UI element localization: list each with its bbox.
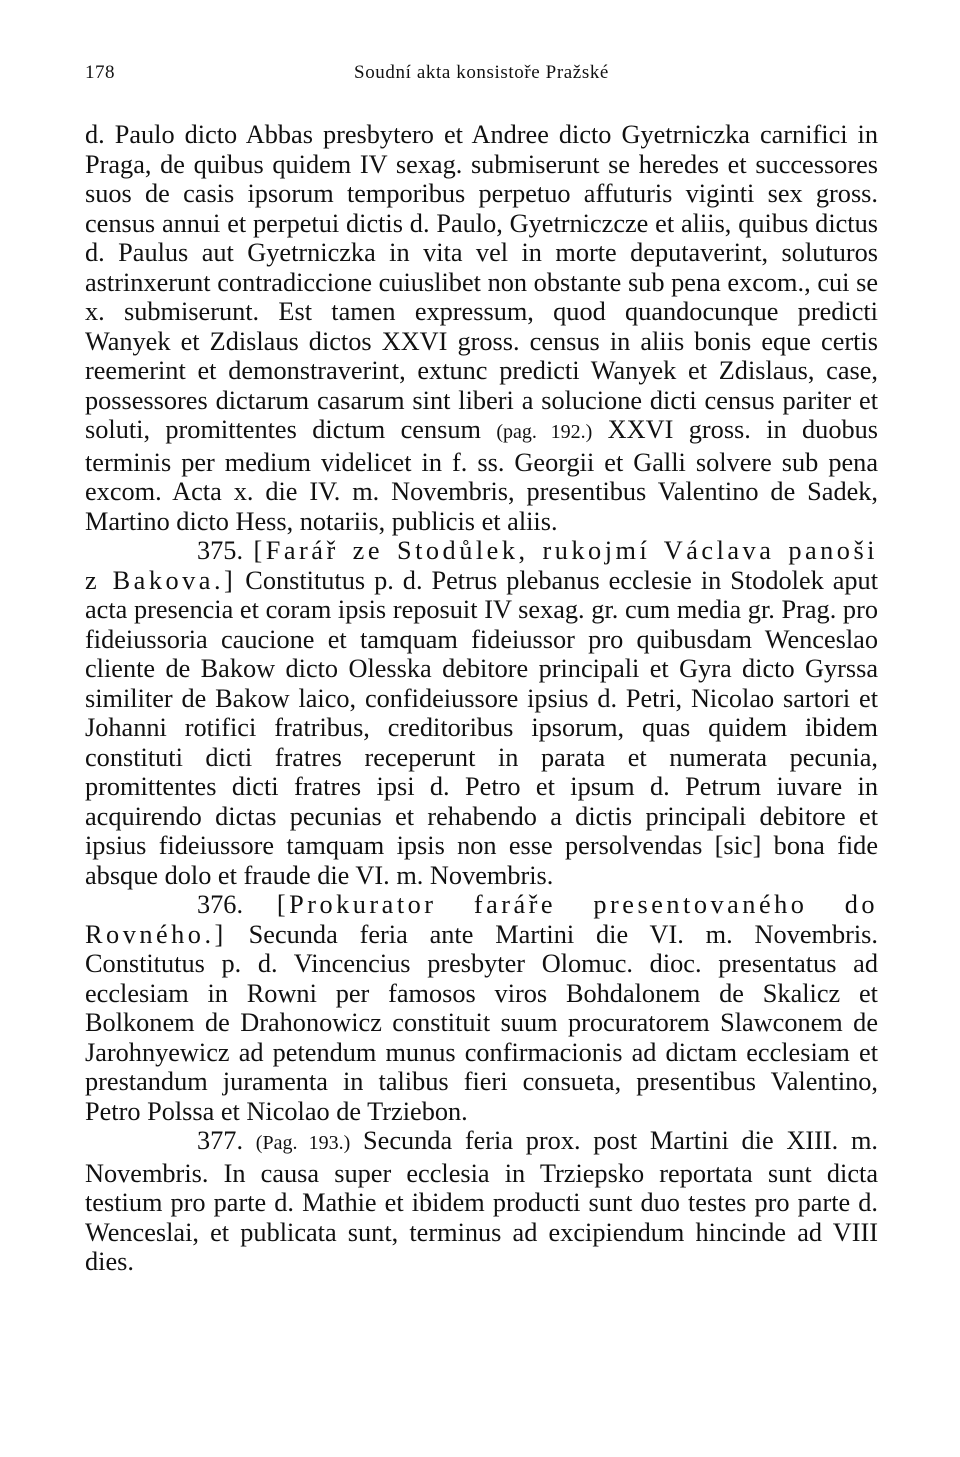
entry-number: 375.	[197, 536, 244, 565]
paragraph-text-end: XXVI gross. in duobus terminis per medium videlicet in f. ss. Georgii et Galli solvere sub pena excom. Acta x. die IV. m. Novembris, presentibus Valentino de Sadek, Martino dicto Hess, notariis, publicis et aliis.	[85, 415, 879, 536]
entry-number: 377.	[197, 1126, 244, 1155]
entry-text: Constitutus p. d. Petrus plebanus ecclesie in Stodolek aput acta presencia et coram ipsis reposuit IV sexag. gr. cum media gr. Prag. pro fideiussoria caucione et tamquam fideiussor pro quibusdam Wenceslao cliente de Bakow dicto Olesska debitore principali et Gyra dicto Gyrssa similiter de Bakow laico, confideiussore ipsius d. Petri, Nicolao sartori et Johanni rotifici fratribus, creditoribus ipsorum, quas quidem ibidem constituti dicti fratres receperunt in parata et numerata pecunia, promittentes dicti fratres ipsi d. Petro et ipsum d. Petrum iuvare in acquirendo dictas pecunias et rehabendo a dictis principali debitore et ipsius fideiussore tamquam ipsis non esse persolvendas [sic] bona fide absque dolo et fraude die VI. m. Novembris.	[85, 565, 879, 890]
page-reference: (pag. 192.)	[496, 421, 593, 443]
page-reference: (Pag. 193.)	[255, 1132, 351, 1154]
entry-375	[85, 536, 878, 890]
entry-376	[85, 890, 878, 1126]
body-text	[85, 120, 878, 1277]
entry-text: Secunda feria ante Martini die VI. m. Novembris. Constitutus p. d. Vincencius presbyter Olomuc. dioc. presentatus ad ecclesiam in Rowni per famosos viros Bohdalonem de Skalicz et Bolkonem de Drahonowicz constituit suum procuratorem Slawconem de Jarohnyewicz ad petendum munus confirmacionis ad dictam ecclesiam et prestandum juramenta in talibus fieri consueta, presentibus Valentino, Petro Polssa et Nicolao de Trziebon.	[85, 919, 878, 1126]
running-title: Soudní akta konsistoře Pražské	[354, 62, 609, 83]
entry-heading: [Farář ze Stodůlek, rukojmí Václava panoši z Bakova.]	[85, 536, 878, 595]
page-number: 178	[85, 62, 115, 83]
entry-377	[85, 1126, 878, 1277]
paragraph-text: d. Paulo dicto Abbas presbytero et Andree dicto Gyetrniczka carnifici in Praga, de quibus quidem IV sexag. submiserunt se heredes et successores suos de casis ipsorum temporibus perpetuo affuturis viginti sex gross. census annui et perpetui dictis d. Paulo, Gyetrniczcze et aliis, quibus dictus d. Paulus aut Gyetrniczka in vita vel in morte deputaverint, soluturos astrinxerunt contradiccione cuiuslibet non obstante sub pena excom., cui se x. submiserunt. Est tamen expressum, quod quandocunque predicti Wanyek et Zdislaus dictos XXVI gross. census in aliis bonis eque certis reemerint et demonstraverint, extunc predicti Wanyek et Zdislaus, case, possessores dictarum casarum sint liberi a solucione dicti census pariter et soluti, promittentes dictum censum	[85, 120, 878, 444]
entry-number: 376.	[197, 890, 244, 919]
page-header	[85, 62, 878, 88]
entry-heading: [Prokurator faráře presentovaného do Rovného.]	[85, 890, 878, 949]
paragraph-continuation	[85, 120, 878, 536]
entry-text: Secunda feria prox. post Martini die XIII. m. Novembris. In causa super ecclesia in Trziepsko reportata sunt dicta testium pro parte d. Mathie et ibidem producti sunt duo testes pro parte d. Wenceslai, et publicata sunt, terminus ad excipiendum hincinde ad VIII dies.	[85, 1126, 878, 1276]
